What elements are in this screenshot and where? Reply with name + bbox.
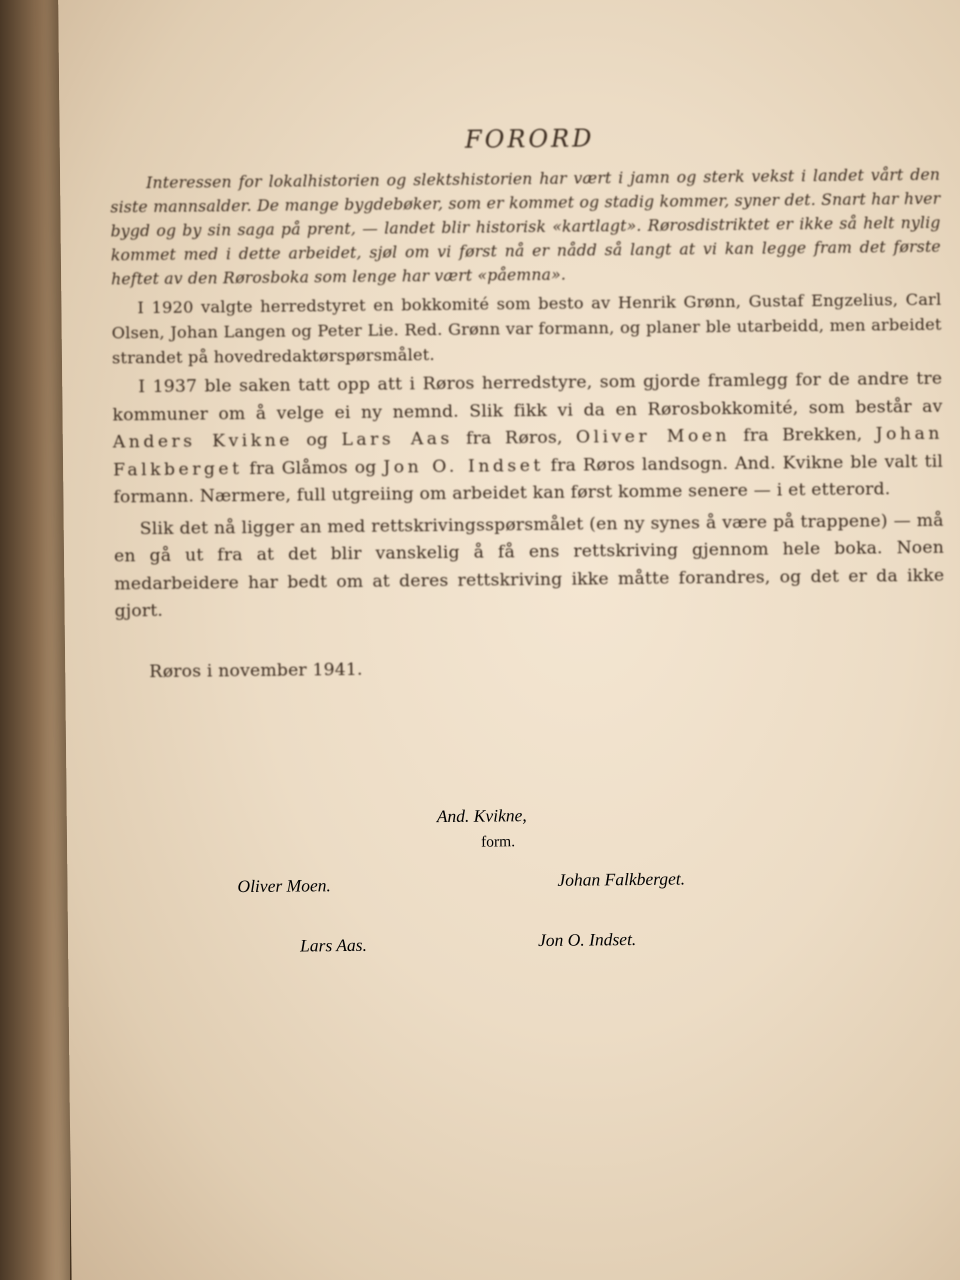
signature-oliver-moen: Oliver Moen.: [237, 875, 331, 897]
name-oliver-moen: Oliver Moen: [575, 425, 731, 448]
paragraph-1937-text-e: fra Glåmos og: [242, 457, 384, 479]
paragraph-1937-text-a: I 1937 ble saken tatt opp att i Røros herredstyre, som gjorde framlegg for de andre tre kommuner om å velge ei ny nemnd. Slik fikk vi da en Rørosbokkomité, som består av: [112, 368, 943, 425]
signature-johan-falkberget: Johan Falkberget.: [557, 868, 686, 890]
place-date: Røros i november 1941.: [149, 659, 363, 682]
signature-chair-role: form.: [480, 833, 516, 851]
paragraph-1937-text-f: fra Røros landsogn. And. Kvikne ble valt til formann. Nærmere, full utgreiing om arbeidet kan først komme senere — i et etterord.: [113, 451, 944, 508]
paragraph-1937: [112, 366, 943, 512]
page-title: FORORD: [464, 124, 595, 154]
page-content: [110, 124, 946, 682]
book-page: [58, 0, 960, 1280]
signature-jon-indset: Jon O. Indset.: [537, 928, 637, 951]
name-anders-kvikne: Anders Kvikne: [112, 430, 294, 453]
signature-chair: And. Kvikne,: [436, 805, 527, 827]
paragraph-rettskriving: Slik det nå ligger an med rettskrivingsspørsmålet (en ny synes å være på trappene) — må en gå ut fra at det blir vanskelig å få ens rettskriving gjennom hele boka. Noen medarbeidere har bedt om at deres rettskriving ikke måtte forandres, og det er da ikke gjort.: [113, 510, 945, 622]
paragraph-intro: Interessen for lokalhistorien og slektshistorien har vært i jamn og sterk vekst i landet vårt den siste mannsalder. De mange bygdebøker, som er kommet og stadig kommer, syner det. Snart har hver bygd og by sin saga på prent, — landet blir historisk «kartlagt». Rørosdistriktet er ikke så helt nylig kommet med i dette arbeidet, sjøl om vi først nå er nådd så langt at vi kan legge fram det første heftet av den Rørosboka som lenge har vært «påemna».: [110, 165, 941, 289]
paragraph-1937-text-b: og: [292, 430, 342, 451]
name-johan-falkberget: Johan Falkberget: [113, 423, 943, 480]
signature-lars-aas: Lars Aas.: [300, 934, 368, 956]
paragraph-1937-text-d: fra Brekken,: [729, 424, 876, 446]
name-lars-aas: Lars Aas: [341, 428, 453, 451]
paragraph-1937-text-c: fra Røros,: [452, 427, 577, 449]
name-jon-indset: Jon O. Indset: [383, 455, 544, 478]
paragraph-1920: I 1920 valgte herredstyret en bokkomité som besto av Henrik Grønn, Gustaf Engzelius, Carl Olsen, Johan Langen og Peter Lie. Red. Grønn var formann, og planer ble utarbeidd, men arbeidet strandet på hovedredaktørspørsmålet.: [111, 289, 942, 368]
